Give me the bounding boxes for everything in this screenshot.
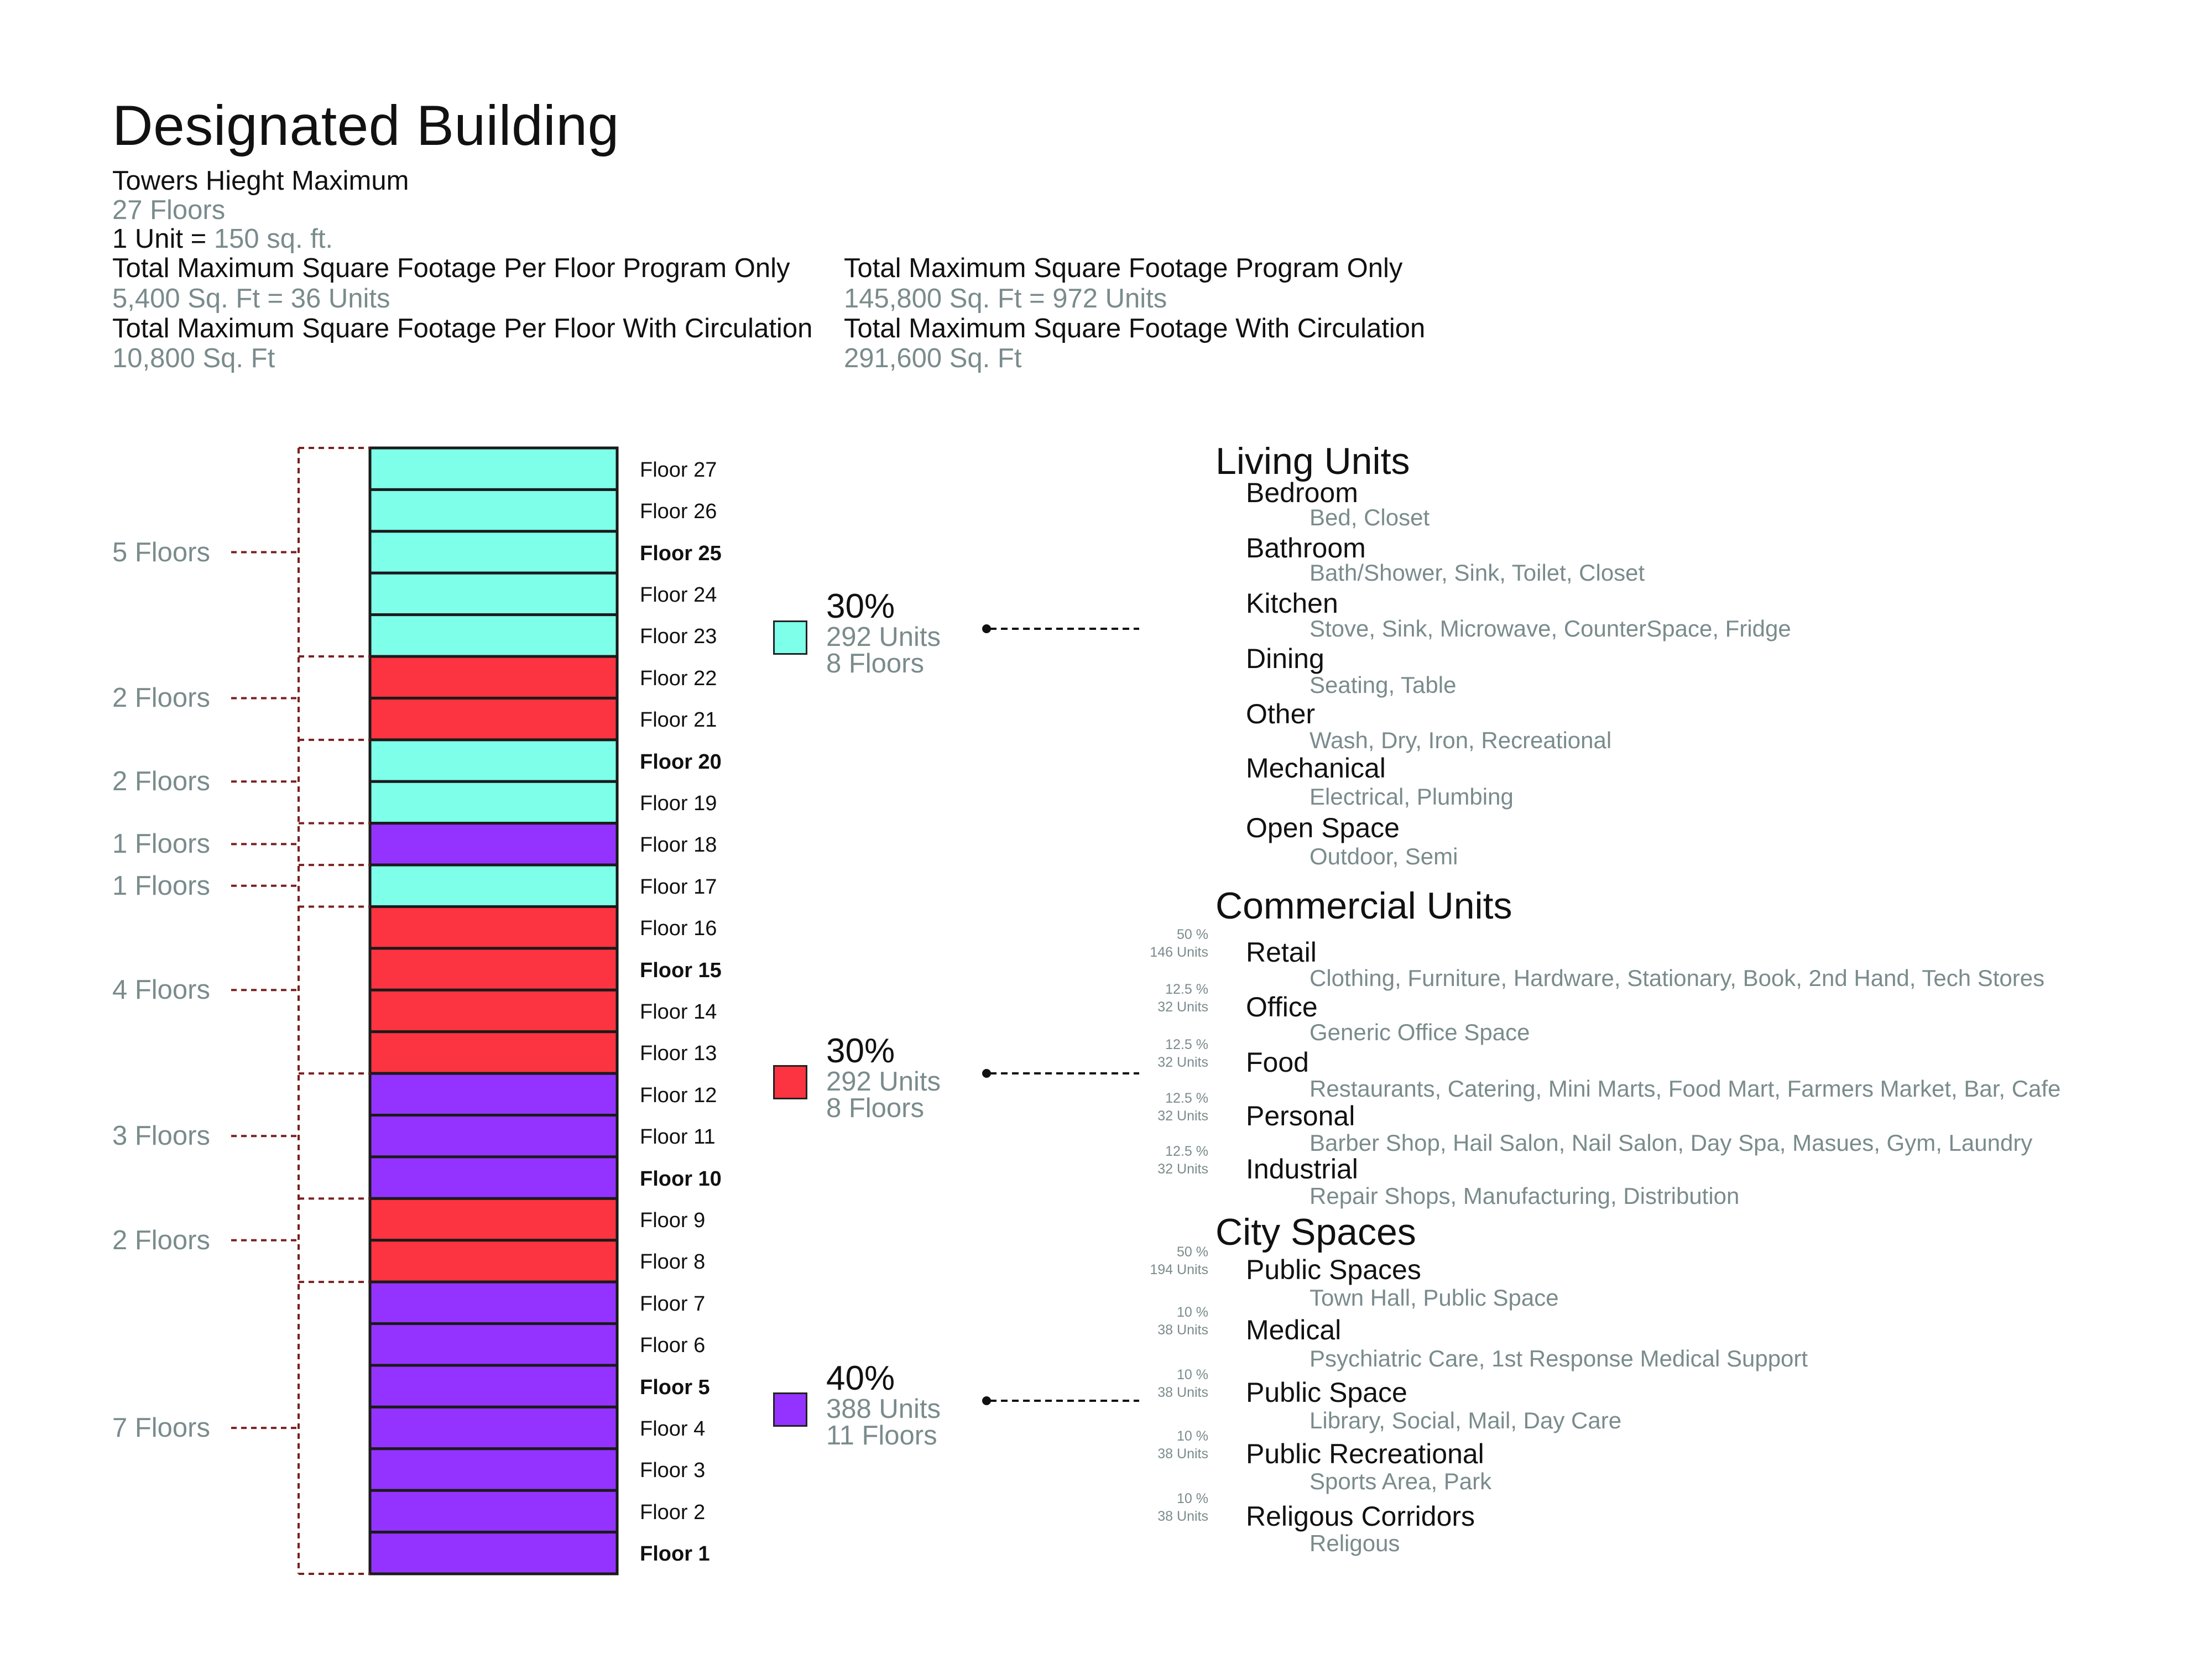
- floor-block: [370, 906, 617, 948]
- category-units: 38 Units: [1157, 1509, 1208, 1524]
- summary-swatch: [773, 1392, 807, 1427]
- floor-label: Floor 25: [640, 542, 722, 565]
- floor-label: Floor 23: [640, 625, 717, 648]
- category-units: 38 Units: [1157, 1446, 1208, 1462]
- floor-label: Floor 3: [640, 1459, 706, 1482]
- category-name: Office: [1246, 992, 1318, 1022]
- category-name: Other: [1246, 698, 1316, 729]
- floor-block: [370, 1240, 617, 1282]
- summary-connector-dot: [982, 1396, 991, 1405]
- category-detail: Stove, Sink, Microwave, CounterSpace, Fridge: [1310, 615, 1791, 641]
- total-program-value: 145,800 Sq. Ft = 972 Units: [844, 284, 1167, 314]
- summary-percent: 30%: [826, 587, 895, 625]
- summary-floors: 11 Floors: [826, 1421, 937, 1451]
- category-detail: Barber Shop, Hail Salon, Nail Salon, Day Spa, Masues, Gym, Laundry: [1310, 1130, 2033, 1156]
- per-floor-circulation-label: Total Maximum Square Footage Per Floor With Circulation: [112, 314, 813, 343]
- category-detail: Clothing, Furniture, Hardware, Stationary, Book, 2nd Hand, Tech Stores: [1310, 965, 2045, 991]
- floor-block: [370, 1490, 617, 1532]
- category-name: Food: [1246, 1047, 1309, 1078]
- category-detail: Town Hall, Public Space: [1310, 1285, 1559, 1311]
- category-detail: Wash, Dry, Iron, Recreational: [1310, 727, 1612, 753]
- category-detail: Library, Social, Mail, Day Care: [1310, 1407, 1622, 1433]
- summary-units: 292 Units: [826, 622, 941, 652]
- summary-floors: 8 Floors: [826, 1093, 925, 1123]
- total-circulation-value: 291,600 Sq. Ft: [844, 343, 1022, 373]
- floor-label: Floor 5: [640, 1376, 710, 1399]
- category-units: 32 Units: [1157, 999, 1208, 1015]
- category-name: Public Space: [1246, 1377, 1407, 1408]
- category-detail: Outdoor, Semi: [1310, 843, 1458, 869]
- floor-label: Floor 4: [640, 1417, 706, 1441]
- floor-block: [370, 1532, 617, 1574]
- floor-group-label: 2 Floors: [112, 766, 211, 796]
- category-percent: 12.5 %: [1165, 982, 1208, 997]
- category-percent: 10 %: [1177, 1305, 1208, 1320]
- category-name: Religous Corridors: [1246, 1501, 1475, 1532]
- category-detail: Repair Shops, Manufacturing, Distribution: [1310, 1183, 1740, 1209]
- floor-label: Floor 14: [640, 1000, 717, 1024]
- towers-height-label: Towers Hieght Maximum: [112, 166, 409, 196]
- floor-block: [370, 1449, 617, 1490]
- category-detail: Restaurants, Catering, Mini Marts, Food Mart, Farmers Market, Bar, Cafe: [1310, 1076, 2061, 1102]
- floor-label: Floor 12: [640, 1084, 717, 1107]
- floor-block: [370, 1157, 617, 1198]
- category-name: Bedroom: [1246, 477, 1358, 508]
- category-detail: Bed, Closet: [1310, 504, 1430, 530]
- floor-block: [370, 531, 617, 573]
- total-circulation-label: Total Maximum Square Footage With Circulation: [844, 314, 1426, 343]
- unit-label: 1 Unit =: [112, 224, 207, 254]
- floor-block: [370, 656, 617, 698]
- living-section-title: Living Units: [1215, 440, 1410, 482]
- floor-group-label: 4 Floors: [112, 975, 211, 1005]
- category-percent: 50 %: [1177, 1244, 1208, 1260]
- floor-label: Floor 13: [640, 1042, 717, 1065]
- category-name: Open Space: [1246, 812, 1400, 843]
- category-name: Medical: [1246, 1314, 1342, 1345]
- floor-block: [370, 740, 617, 781]
- floor-block: [370, 1282, 617, 1323]
- summary-connector-dot: [982, 1069, 991, 1078]
- summary-floors: 8 Floors: [826, 649, 925, 679]
- floor-label: Floor 8: [640, 1250, 706, 1274]
- category-name: Kitchen: [1246, 588, 1338, 619]
- floor-label: Floor 20: [640, 750, 722, 774]
- floor-label: Floor 16: [640, 917, 717, 940]
- category-percent: 10 %: [1177, 1491, 1208, 1506]
- floor-block: [370, 865, 617, 906]
- category-percent: 12.5 %: [1165, 1037, 1208, 1052]
- floor-label: Floor 6: [640, 1334, 706, 1357]
- category-detail: Seating, Table: [1310, 672, 1457, 698]
- commercial-section-title: Commercial Units: [1215, 885, 1512, 927]
- category-name: Public Recreational: [1246, 1438, 1484, 1469]
- category-detail: Bath/Shower, Sink, Toilet, Closet: [1310, 560, 1645, 586]
- per-floor-circulation-value: 10,800 Sq. Ft: [112, 343, 275, 373]
- floor-block: [370, 1115, 617, 1157]
- floor-label: Floor 19: [640, 792, 717, 815]
- unit-value: 150 sq. ft.: [213, 224, 333, 254]
- floor-group-label: 2 Floors: [112, 1225, 211, 1255]
- category-units: 32 Units: [1157, 1161, 1208, 1177]
- floor-block: [370, 698, 617, 739]
- floor-label: Floor 17: [640, 875, 717, 899]
- floor-block: [370, 781, 617, 823]
- category-detail: Religous: [1310, 1530, 1400, 1556]
- floor-group-label: 1 Floors: [112, 871, 211, 901]
- category-units: 38 Units: [1157, 1322, 1208, 1338]
- floor-group-label: 7 Floors: [112, 1413, 211, 1443]
- category-name: Industrial: [1246, 1154, 1358, 1185]
- floor-block: [370, 1407, 617, 1448]
- floor-block: [370, 573, 617, 614]
- floor-label: Floor 27: [640, 458, 717, 482]
- summary-units: 388 Units: [826, 1394, 941, 1424]
- floor-group-label: 2 Floors: [112, 683, 211, 713]
- category-percent: 12.5 %: [1165, 1144, 1208, 1159]
- floor-block: [370, 990, 617, 1031]
- category-percent: 10 %: [1177, 1428, 1208, 1444]
- floor-label: Floor 11: [640, 1125, 716, 1149]
- category-percent: 10 %: [1177, 1367, 1208, 1383]
- summary-units: 292 Units: [826, 1067, 941, 1097]
- category-percent: 50 %: [1177, 927, 1208, 942]
- category-name: Mechanical: [1246, 753, 1386, 784]
- towers-height-value: 27 Floors: [112, 195, 226, 225]
- per-floor-program-value: 5,400 Sq. Ft = 36 Units: [112, 284, 390, 314]
- floor-label: Floor 7: [640, 1292, 706, 1316]
- city-section-title: City Spaces: [1215, 1211, 1416, 1253]
- floor-block: [370, 1198, 617, 1240]
- category-units: 32 Units: [1157, 1108, 1208, 1124]
- category-name: Personal: [1246, 1100, 1355, 1131]
- per-floor-program-label: Total Maximum Square Footage Per Floor Program Only: [112, 253, 790, 283]
- floor-label: Floor 15: [640, 959, 722, 982]
- category-detail: Generic Office Space: [1310, 1019, 1530, 1045]
- floor-label: Floor 18: [640, 833, 717, 857]
- floor-block: [370, 615, 617, 656]
- category-detail: Sports Area, Park: [1310, 1468, 1492, 1494]
- category-name: Dining: [1246, 643, 1324, 674]
- floor-group-label: 5 Floors: [112, 538, 211, 567]
- floor-block: [370, 1073, 617, 1115]
- floor-label: Floor 2: [640, 1501, 706, 1524]
- category-name: Retail: [1246, 937, 1317, 968]
- summary-percent: 40%: [826, 1359, 895, 1397]
- floor-block: [370, 1032, 617, 1073]
- category-name: Bathroom: [1246, 533, 1366, 564]
- category-units: 194 Units: [1150, 1262, 1208, 1277]
- total-program-label: Total Maximum Square Footage Program Only: [844, 253, 1403, 283]
- floor-label: Floor 10: [640, 1167, 722, 1191]
- category-units: 146 Units: [1150, 945, 1208, 960]
- summary-connector-dot: [982, 624, 991, 633]
- summary-swatch: [773, 620, 807, 655]
- floor-block: [370, 1324, 617, 1365]
- floor-group-label: 1 Floors: [112, 829, 211, 859]
- category-units: 38 Units: [1157, 1385, 1208, 1400]
- category-detail: Electrical, Plumbing: [1310, 784, 1514, 810]
- category-detail: Psychiatric Care, 1st Response Medical Support: [1310, 1345, 1808, 1371]
- floor-group-label: 3 Floors: [112, 1121, 211, 1151]
- floor-label: Floor 24: [640, 583, 717, 607]
- floor-label: Floor 1: [640, 1542, 710, 1566]
- floor-label: Floor 22: [640, 667, 717, 690]
- floor-block: [370, 448, 617, 489]
- floor-label: Floor 26: [640, 500, 717, 523]
- floor-block: [370, 948, 617, 990]
- category-name: Public Spaces: [1246, 1254, 1421, 1285]
- page-title: Designated Building: [112, 94, 619, 157]
- floor-label: Floor 9: [640, 1209, 706, 1232]
- floor-label: Floor 21: [640, 708, 717, 732]
- floor-block: [370, 823, 617, 865]
- summary-percent: 30%: [826, 1032, 895, 1070]
- floor-block: [370, 1365, 617, 1407]
- summary-swatch: [773, 1065, 807, 1099]
- category-percent: 12.5 %: [1165, 1091, 1208, 1106]
- category-units: 32 Units: [1157, 1055, 1208, 1070]
- floor-block: [370, 489, 617, 531]
